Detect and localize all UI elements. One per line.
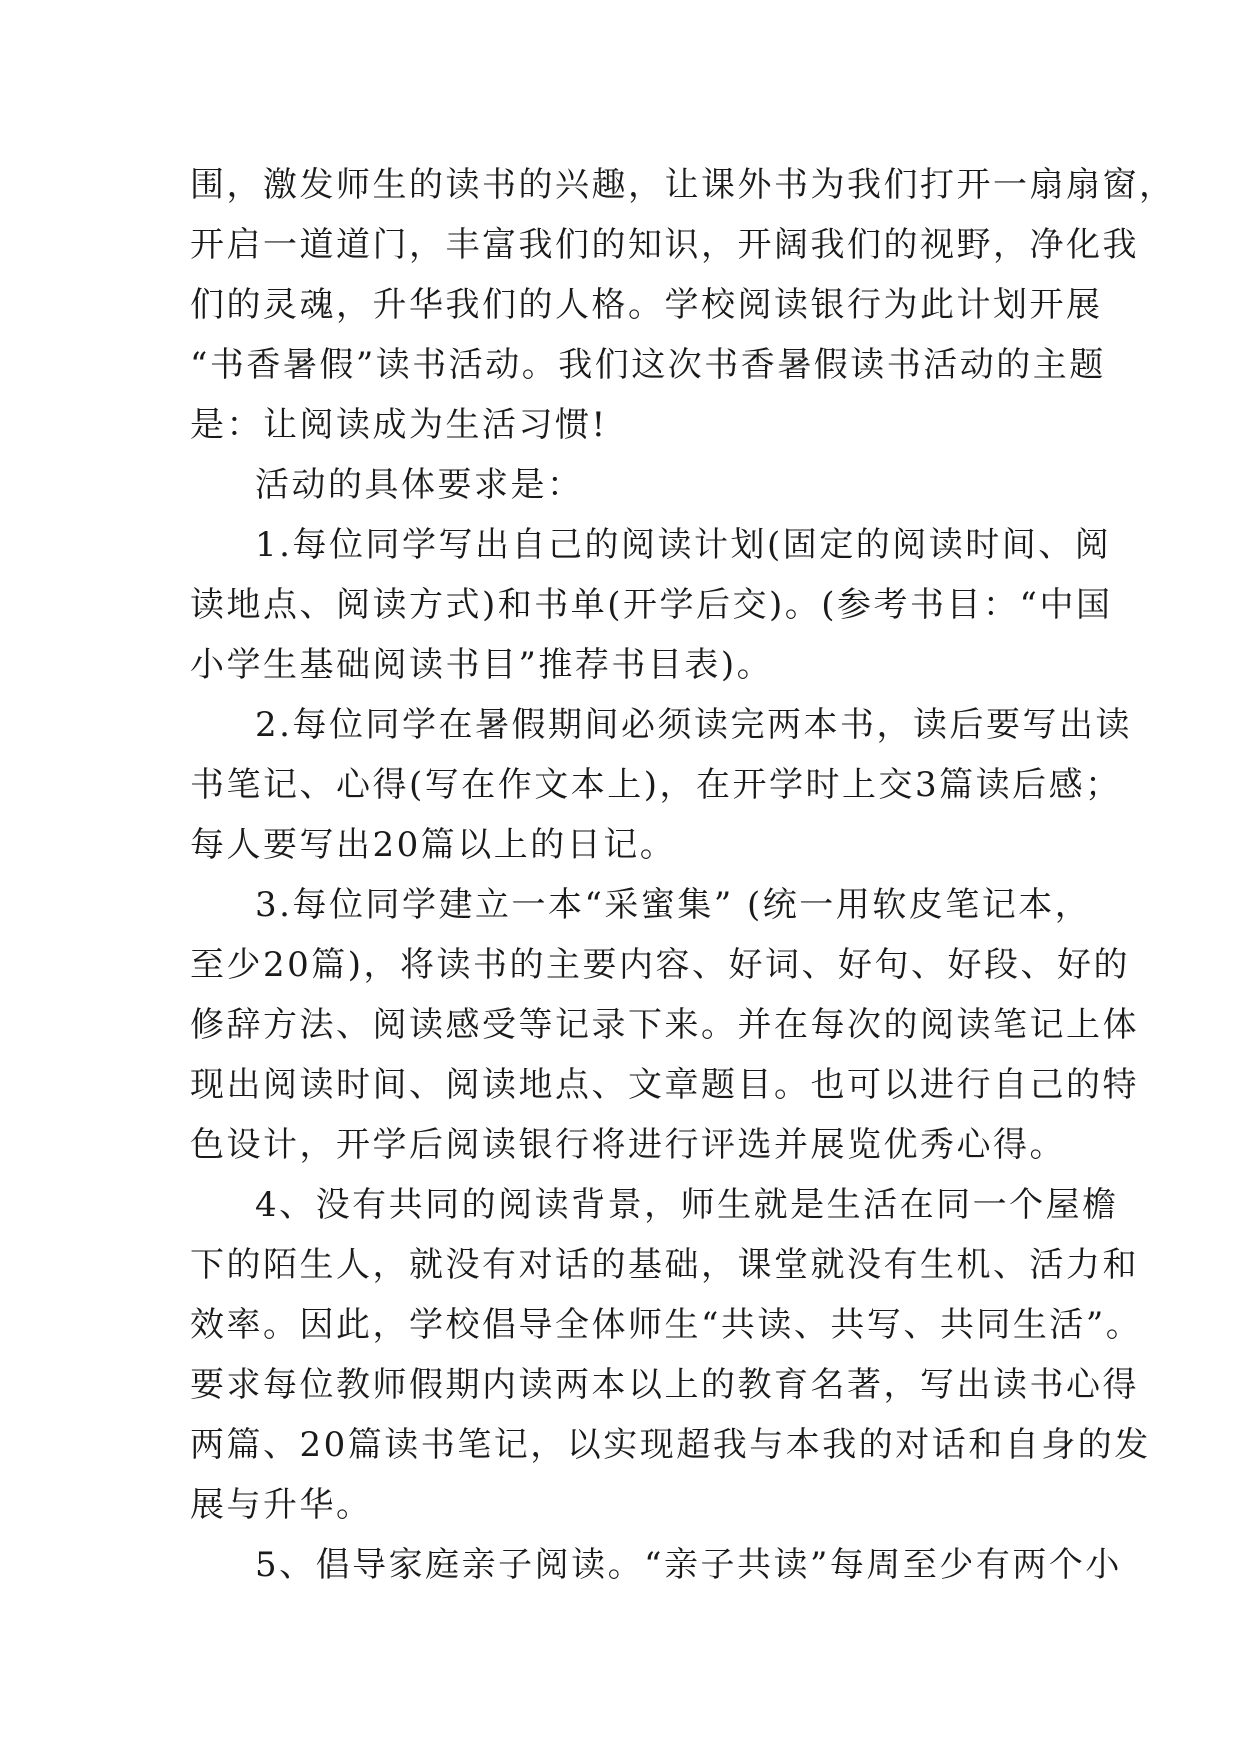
paragraph-line: 读地点、阅读方式)和书单(开学后交)。(参考书目：“中国 bbox=[190, 585, 1113, 625]
paragraph-line: 3.每位同学建立一本“采蜜集” (统一用软皮笔记本， bbox=[255, 885, 1092, 925]
paragraph-line: 两篇、20篇读书笔记，以实现超我与本我的对话和自身的发 bbox=[190, 1425, 1151, 1465]
paragraph-line: 4、没有共同的阅读背景，师生就是生活在同一个屋檐 bbox=[255, 1185, 1119, 1225]
paragraph-line: 1.每位同学写出自己的阅读计划(固定的阅读时间、阅 bbox=[255, 525, 1112, 565]
paragraph-line: 开启一道道门，丰富我们的知识，开阔我们的视野，净化我 bbox=[190, 225, 1139, 265]
paragraph-line: 2.每位同学在暑假期间必须读完两本书，读后要写出读 bbox=[255, 705, 1132, 745]
paragraph-line: 色设计，开学后阅读银行将进行评选并展览优秀心得。 bbox=[190, 1125, 1066, 1165]
paragraph-line: 们的灵魂，升华我们的人格。学校阅读银行为此计划开展 bbox=[190, 285, 1103, 325]
paragraph-line: 修辞方法、阅读感受等记录下来。并在每次的阅读笔记上体 bbox=[190, 1005, 1139, 1045]
paragraph-line: 5、倡导家庭亲子阅读。“亲子共读”每周至少有两个小 bbox=[255, 1545, 1122, 1585]
paragraph-line: 活动的具体要求是： bbox=[255, 465, 584, 505]
paragraph-line: 现出阅读时间、阅读地点、文章题目。也可以进行自己的特 bbox=[190, 1065, 1139, 1105]
paragraph-line: 小学生基础阅读书目”推荐书目表)。 bbox=[190, 645, 774, 685]
paragraph-line: 下的陌生人，就没有对话的基础，课堂就没有生机、活力和 bbox=[190, 1245, 1139, 1285]
paragraph-line: 至少20篇)，将读书的主要内容、好词、好句、好段、好的 bbox=[190, 945, 1131, 985]
paragraph-line: 展与升华。 bbox=[190, 1485, 373, 1525]
paragraph-line: 效率。因此，学校倡导全体师生“共读、共写、共同生活”。 bbox=[190, 1305, 1143, 1345]
paragraph-line: 每人要写出20篇以上的日记。 bbox=[190, 825, 677, 865]
paragraph-line: 要求每位教师假期内读两本以上的教育名著，写出读书心得 bbox=[190, 1365, 1139, 1405]
paragraph-line: 围，激发师生的读书的兴趣，让课外书为我们打开一扇扇窗， bbox=[190, 165, 1176, 205]
paragraph-line: “书香暑假”读书活动。我们这次书香暑假读书活动的主题 bbox=[190, 345, 1106, 385]
paragraph-line: 书笔记、心得(写在作文本上)，在开学时上交3篇读后感； bbox=[190, 765, 1122, 805]
paragraph-line: 是：让阅读成为生活习惯! bbox=[190, 405, 608, 445]
